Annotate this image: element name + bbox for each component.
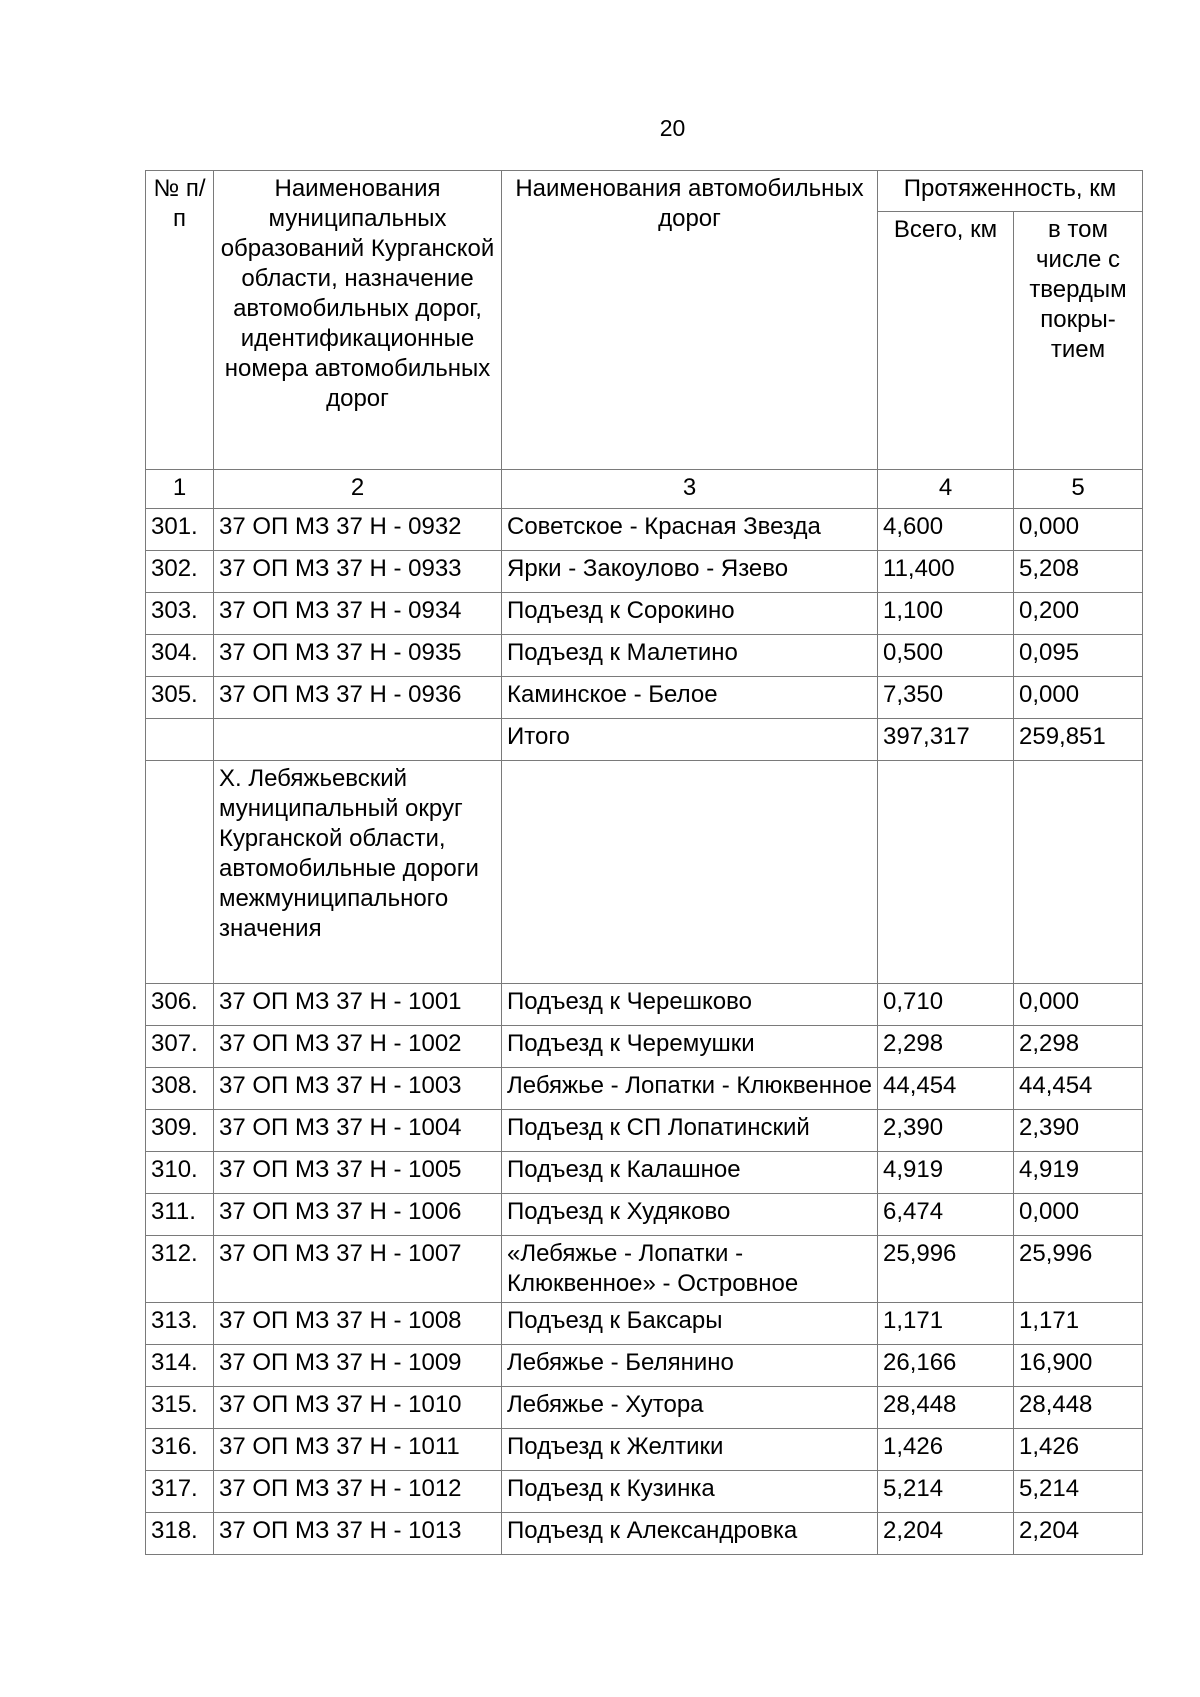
row-length-hard: 0,000	[1014, 1194, 1143, 1236]
row-length-hard: 1,171	[1014, 1303, 1143, 1345]
roads-table	[145, 170, 1143, 1555]
section-empty-cell	[1014, 761, 1143, 984]
row-road-id: 37 ОП МЗ 37 Н - 1004	[214, 1110, 502, 1152]
row-number: 314.	[146, 1345, 214, 1387]
total-length-hard: 259,851	[1014, 719, 1143, 761]
row-length-hard: 5,208	[1014, 551, 1143, 593]
row-length-hard: 5,214	[1014, 1471, 1143, 1513]
row-road-id: 37 ОП МЗ 37 Н - 0933	[214, 551, 502, 593]
row-length-hard: 0,000	[1014, 677, 1143, 719]
row-road-id: 37 ОП МЗ 37 Н - 1006	[214, 1194, 502, 1236]
row-length-total: 2,390	[878, 1110, 1014, 1152]
total-label: Итого	[502, 719, 878, 761]
row-road-name: Подъезд к Кузинка	[502, 1471, 878, 1513]
section-row	[146, 761, 1143, 984]
row-length-total: 5,214	[878, 1471, 1014, 1513]
row-number: 318.	[146, 1513, 214, 1555]
row-road-id: 37 ОП МЗ 37 Н - 1012	[214, 1471, 502, 1513]
row-number: 307.	[146, 1026, 214, 1068]
row-length-total: 4,919	[878, 1152, 1014, 1194]
row-length-total: 1,426	[878, 1429, 1014, 1471]
table-row	[146, 551, 1143, 593]
row-road-id: 37 ОП МЗ 37 Н - 0934	[214, 593, 502, 635]
row-road-name: Подъезд к Худяково	[502, 1194, 878, 1236]
header-length-total: Всего, км	[878, 212, 1014, 470]
total-row	[146, 719, 1143, 761]
row-road-name: Советское - Красная Звезда	[502, 509, 878, 551]
row-road-name: Лебяжье - Хутора	[502, 1387, 878, 1429]
table-row	[146, 1471, 1143, 1513]
row-road-id: 37 ОП МЗ 37 Н - 1001	[214, 984, 502, 1026]
row-road-name: Подъезд к Черемушки	[502, 1026, 878, 1068]
row-road-name: Каминское - Белое	[502, 677, 878, 719]
table-row	[146, 1110, 1143, 1152]
row-road-id: 37 ОП МЗ 37 Н - 1013	[214, 1513, 502, 1555]
row-road-name: Лебяжье - Белянино	[502, 1345, 878, 1387]
row-length-total: 0,500	[878, 635, 1014, 677]
row-length-total: 1,100	[878, 593, 1014, 635]
table-row	[146, 677, 1143, 719]
header-road-name: Наименования автомобильных дорог	[502, 171, 878, 470]
row-road-id: 37 ОП МЗ 37 Н - 1005	[214, 1152, 502, 1194]
row-road-id: 37 ОП МЗ 37 Н - 1007	[214, 1236, 502, 1303]
row-number: 304.	[146, 635, 214, 677]
row-length-hard: 44,454	[1014, 1068, 1143, 1110]
total-empty-cell	[214, 719, 502, 761]
row-road-name: Подъезд к СП Лопатинский	[502, 1110, 878, 1152]
row-length-total: 2,298	[878, 1026, 1014, 1068]
table-header	[146, 171, 1143, 509]
row-length-hard: 0,000	[1014, 984, 1143, 1026]
row-road-id: 37 ОП МЗ 37 Н - 0936	[214, 677, 502, 719]
table-row	[146, 1026, 1143, 1068]
row-number: 306.	[146, 984, 214, 1026]
row-road-id: 37 ОП МЗ 37 Н - 1002	[214, 1026, 502, 1068]
row-road-name: Лебяжье - Лопатки - Клюквенное	[502, 1068, 878, 1110]
row-length-hard: 2,204	[1014, 1513, 1143, 1555]
row-length-total: 44,454	[878, 1068, 1014, 1110]
row-road-id: 37 ОП МЗ 37 Н - 0935	[214, 635, 502, 677]
row-length-hard: 1,426	[1014, 1429, 1143, 1471]
table-row	[146, 593, 1143, 635]
row-length-total: 4,600	[878, 509, 1014, 551]
row-length-total: 0,710	[878, 984, 1014, 1026]
header-length: Протяженность, км	[878, 171, 1143, 212]
section-empty-cell	[878, 761, 1014, 984]
row-length-hard: 2,390	[1014, 1110, 1143, 1152]
row-number: 313.	[146, 1303, 214, 1345]
row-number: 316.	[146, 1429, 214, 1471]
table-row	[146, 1152, 1143, 1194]
column-number: 1	[146, 470, 214, 509]
row-number: 312.	[146, 1236, 214, 1303]
table-row	[146, 1194, 1143, 1236]
table-row	[146, 1513, 1143, 1555]
table-row	[146, 1068, 1143, 1110]
column-number: 4	[878, 470, 1014, 509]
row-road-id: 37 ОП МЗ 37 Н - 1010	[214, 1387, 502, 1429]
table-row	[146, 984, 1143, 1026]
row-length-hard: 25,996	[1014, 1236, 1143, 1303]
row-road-id: 37 ОП МЗ 37 Н - 1003	[214, 1068, 502, 1110]
table-row	[146, 1303, 1143, 1345]
table-body	[146, 509, 1143, 1555]
total-length-total: 397,317	[878, 719, 1014, 761]
row-length-hard: 2,298	[1014, 1026, 1143, 1068]
section-title: X. Лебяжьевский муниципальный округ Курганской области, автомобильные дороги межмуниципального значения	[214, 761, 502, 984]
row-road-name: Ярки - Закоулово - Язево	[502, 551, 878, 593]
row-road-name: Подъезд к Калашное	[502, 1152, 878, 1194]
row-length-hard: 0,200	[1014, 593, 1143, 635]
total-empty-cell	[146, 719, 214, 761]
page-number: 20	[659, 115, 686, 141]
row-length-total: 6,474	[878, 1194, 1014, 1236]
row-number: 305.	[146, 677, 214, 719]
row-length-total: 2,204	[878, 1513, 1014, 1555]
row-road-id: 37 ОП МЗ 37 Н - 1011	[214, 1429, 502, 1471]
row-road-name: Подъезд к Александровка	[502, 1513, 878, 1555]
row-road-id: 37 ОП МЗ 37 Н - 0932	[214, 509, 502, 551]
table-row	[146, 635, 1143, 677]
row-length-hard: 0,000	[1014, 509, 1143, 551]
table-row	[146, 1387, 1143, 1429]
table-row	[146, 1236, 1143, 1303]
row-length-hard: 16,900	[1014, 1345, 1143, 1387]
row-length-hard: 28,448	[1014, 1387, 1143, 1429]
table-row	[146, 1345, 1143, 1387]
column-number: 3	[502, 470, 878, 509]
header-length-hard: в том числе с твердым покры-тием	[1014, 212, 1143, 470]
row-number: 303.	[146, 593, 214, 635]
row-number: 301.	[146, 509, 214, 551]
row-length-hard: 0,095	[1014, 635, 1143, 677]
column-number: 5	[1014, 470, 1143, 509]
row-number: 310.	[146, 1152, 214, 1194]
row-road-id: 37 ОП МЗ 37 Н - 1009	[214, 1345, 502, 1387]
row-length-total: 7,350	[878, 677, 1014, 719]
section-empty-cell	[502, 761, 878, 984]
row-road-name: Подъезд к Желтики	[502, 1429, 878, 1471]
section-empty-cell	[146, 761, 214, 984]
header-number: № п/п	[146, 171, 214, 470]
row-road-name: «Лебяжье - Лопатки - Клюквенное» - Островное	[502, 1236, 878, 1303]
column-number: 2	[214, 470, 502, 509]
row-length-total: 28,448	[878, 1387, 1014, 1429]
row-length-total: 11,400	[878, 551, 1014, 593]
table-row	[146, 509, 1143, 551]
header-municipality: Наименования муниципальных образований Курганской области, назначение автомобильных дорог, идентификационные номера автомобильных дорог	[214, 171, 502, 470]
row-road-name: Подъезд к Баксары	[502, 1303, 878, 1345]
row-length-total: 1,171	[878, 1303, 1014, 1345]
row-road-name: Подъезд к Сорокино	[502, 593, 878, 635]
table-row	[146, 1429, 1143, 1471]
row-number: 315.	[146, 1387, 214, 1429]
row-length-total: 25,996	[878, 1236, 1014, 1303]
row-number: 311.	[146, 1194, 214, 1236]
row-length-total: 26,166	[878, 1345, 1014, 1387]
row-length-hard: 4,919	[1014, 1152, 1143, 1194]
row-number: 302.	[146, 551, 214, 593]
row-road-name: Подъезд к Малетино	[502, 635, 878, 677]
column-numbers-row	[146, 470, 1143, 509]
row-road-name: Подъезд к Черешково	[502, 984, 878, 1026]
row-number: 308.	[146, 1068, 214, 1110]
row-road-id: 37 ОП МЗ 37 Н - 1008	[214, 1303, 502, 1345]
row-number: 309.	[146, 1110, 214, 1152]
row-number: 317.	[146, 1471, 214, 1513]
